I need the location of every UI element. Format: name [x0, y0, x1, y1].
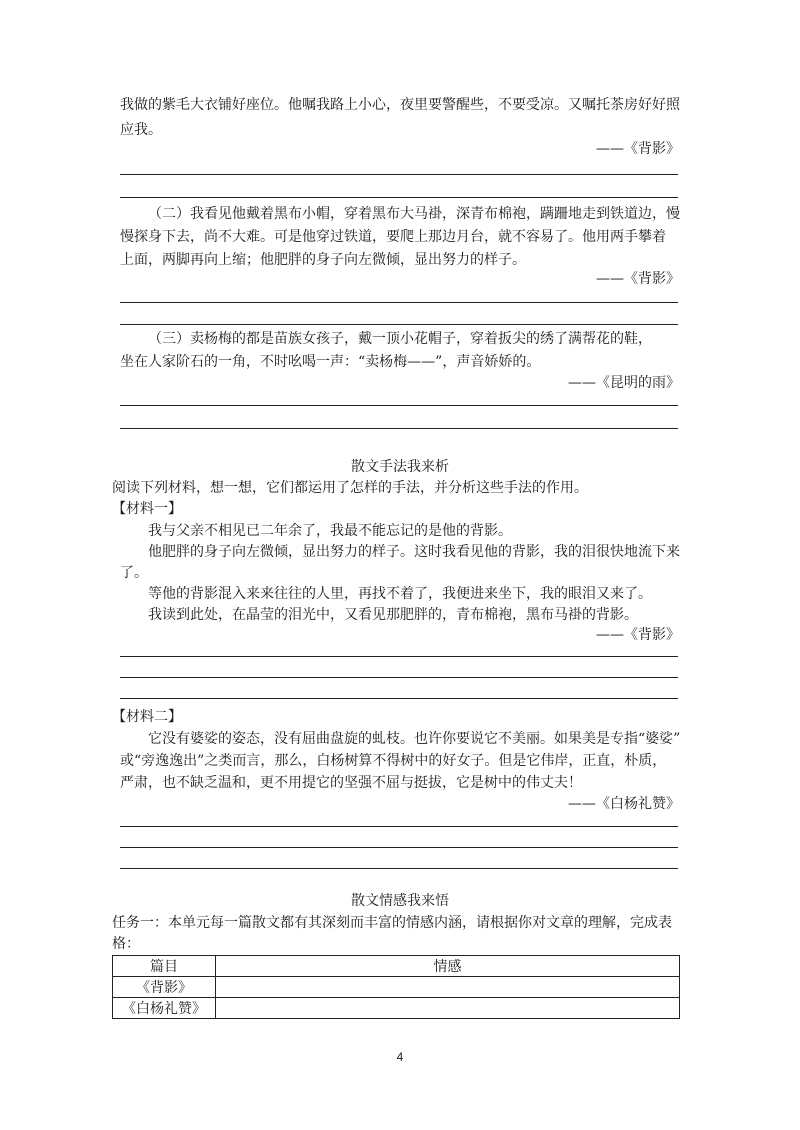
table-cell-title: 《背影》	[113, 977, 216, 998]
section-heading-technique: 散文手法我来析	[351, 459, 449, 475]
answer-line	[120, 656, 678, 657]
material1-line: 我读到此处，在晶莹的泪光中，又看见那肥胖的，青布棉袍，黑布马褂的背影。	[148, 607, 638, 623]
material1-source: ——《背影》	[596, 627, 680, 643]
passage3-line2: 坐在人家阶石的一角，不时吆喝一声：“卖杨梅——”，声音娇娇的。	[120, 354, 541, 370]
material2-line: 严肃，也不缺乏温和，更不用提它的坚强不屈与挺拔，它是树中的伟丈夫！	[120, 775, 582, 791]
answer-line	[120, 324, 678, 325]
answer-line	[120, 405, 678, 406]
passage2-line2: 慢探身下去，尚不大难。可是他穿过铁道，要爬上那边月台，就不容易了。他用两手攀着	[120, 229, 666, 245]
table-header-title: 篇目	[113, 956, 216, 977]
table-header-emotion: 情感	[216, 956, 680, 977]
table-cell-title: 《白杨礼赞》	[113, 998, 216, 1019]
table-row	[113, 998, 680, 1019]
emotion-task-line1: 任务一：本单元每一篇散文都有其深刻而丰富的情感内涵，请根据你对文章的理解，完成表	[112, 915, 672, 931]
material2-label: 【材料二】	[112, 709, 182, 725]
material1-line: 他肥胖的身子向左微倾，显出努力的样子。这时我看见他的背影，我的泪很快地流下来	[148, 544, 680, 560]
passage3-line1: （三）卖杨梅的都是苗族女孩子，戴一顶小花帽子，穿着扳尖的绣了满帮花的鞋，	[148, 331, 652, 347]
technique-instruction: 阅读下列材料，想一想，它们都运用了怎样的手法，并分析这些手法的作用。	[112, 480, 588, 496]
answer-line	[120, 197, 678, 198]
material2-source: ——《白杨礼赞》	[568, 796, 680, 812]
material2-line: 或“旁逸逸出”之类而言，那么，白杨树算不得树中的好女子。但是它伟岸，正直，朴质，	[120, 753, 667, 769]
table-header-row	[113, 956, 680, 977]
answer-line	[120, 868, 678, 869]
passage3-source: ——《昆明的雨》	[568, 375, 680, 391]
passage2-line1: （二）我看见他戴着黑布小帽，穿着黑布大马褂，深青布棉袍，蹒跚地走到铁道边，慢	[148, 206, 680, 222]
passage2-source: ——《背影》	[596, 271, 680, 287]
section-heading-emotion: 散文情感我来悟	[351, 893, 449, 909]
passage1-line2: 应我。	[120, 122, 162, 138]
material1-line: 我与父亲不相见已二年余了，我最不能忘记的是他的背影。	[148, 523, 512, 539]
passage2-line3: 上面，两脚再向上缩；他肥胖的身子向左微倾，显出努力的样子。	[120, 252, 526, 268]
table-cell-emotion[interactable]	[216, 977, 680, 998]
answer-line	[120, 677, 678, 678]
table-row	[113, 977, 680, 998]
material2-line: 它没有婆娑的姿态，没有屈曲盘旋的虬枝。也许你要说它不美丽。如果美是专指“婆娑”	[148, 731, 681, 747]
material1-label: 【材料一】	[112, 501, 182, 517]
answer-line	[120, 698, 678, 699]
page-number: 4	[396, 1050, 404, 1064]
answer-line	[120, 302, 678, 303]
table-cell-emotion[interactable]	[216, 998, 680, 1019]
passage1-line1: 我做的紫毛大衣铺好座位。他嘱我路上小心，夜里要警醒些，不要受凉。又嘱托茶房好好照	[120, 97, 680, 113]
passage1-source: ——《背影》	[596, 141, 680, 157]
answer-line	[120, 174, 678, 175]
emotion-task-line2: 格：	[112, 936, 140, 952]
answer-line	[120, 428, 678, 429]
answer-line	[120, 826, 678, 827]
material1-line: 了。	[120, 565, 148, 581]
emotion-table	[112, 955, 680, 1019]
answer-line	[120, 847, 678, 848]
material1-line: 等他的背影混入来来往往的人里，再找不着了，我便进来坐下，我的眼泪又来了。	[148, 586, 652, 602]
